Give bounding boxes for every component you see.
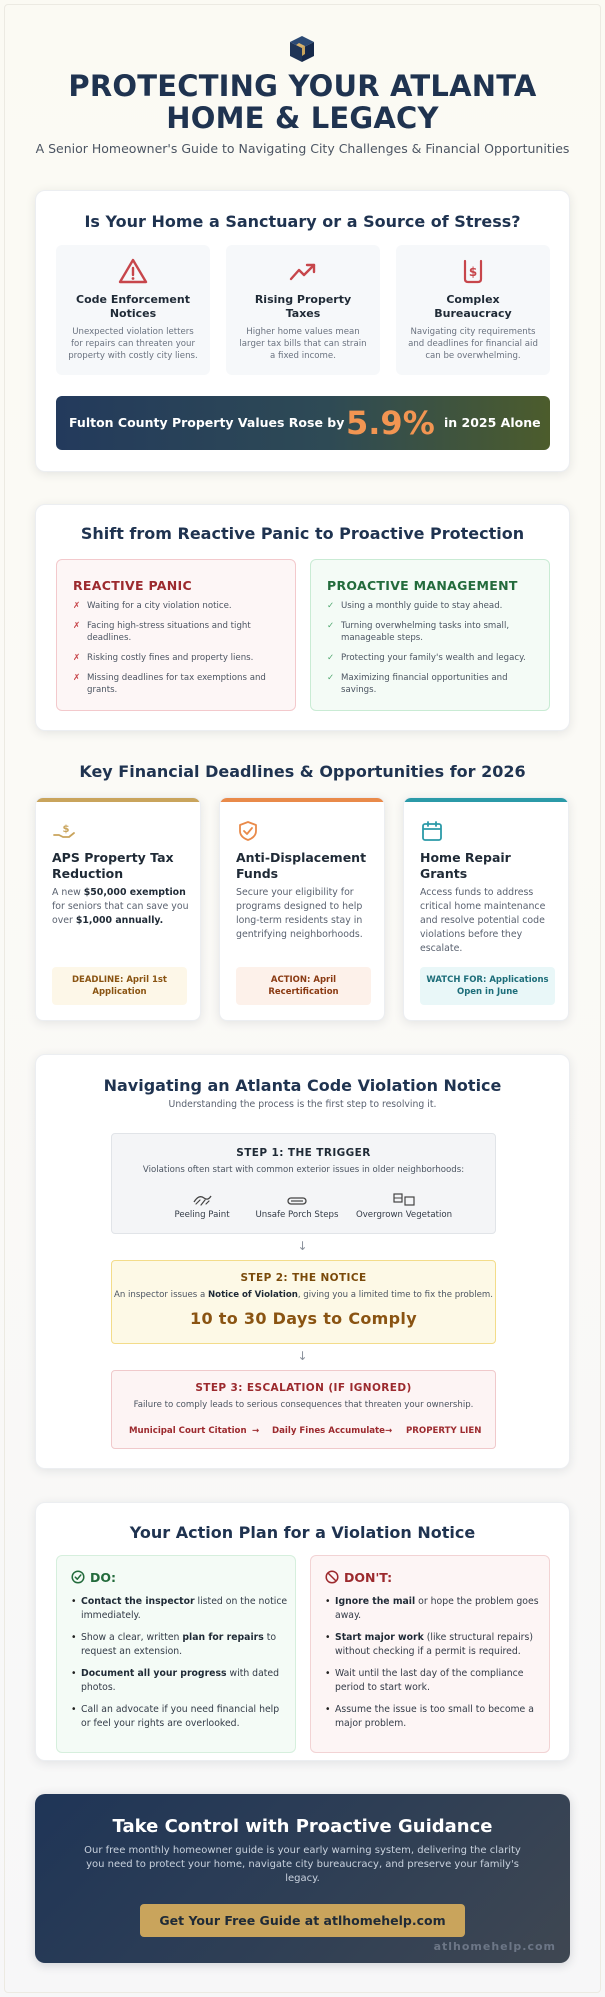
stress-item-text: Higher home values mean larger tax bills that can strain a fixed income. <box>239 327 367 361</box>
chain-item: Daily Fines Accumulate <box>272 1426 385 1436</box>
cube-icon <box>287 34 317 64</box>
trigger-item: Unsafe Porch Steps <box>247 1192 347 1220</box>
step-text: Violations often start with common exterior issues in older neighborhoods: <box>142 1165 465 1175</box>
proactive-list <box>327 600 537 704</box>
do-title: DO: <box>71 1570 116 1585</box>
list-item: • Call an advocate if you need financial help or feel your rights are overlooked. <box>69 1703 289 1731</box>
shield-check-icon <box>236 820 260 842</box>
stress-title: Is Your Home a Sanctuary or a Source of Stress? <box>84 212 521 231</box>
trigger-item: Overgrown Vegetation <box>344 1192 464 1220</box>
down-arrow-icon: ↓ <box>297 1349 308 1363</box>
x-mark-icon: ✗ <box>73 601 81 611</box>
comply-days: 10 to 30 Days to Comply <box>190 1309 417 1328</box>
check-mark-icon: ✓ <box>327 673 335 683</box>
check-circle-icon <box>71 1570 85 1584</box>
stress-item-bureaucracy <box>396 245 550 375</box>
svg-text:$: $ <box>62 824 70 835</box>
dont-list <box>323 1595 543 1739</box>
card-title: Home Repair Grants <box>420 850 511 881</box>
watch-tag: WATCH FOR: Applications Open in June <box>420 967 555 1005</box>
deadline-card-aps <box>35 797 201 1021</box>
title-line-2: HOME & LEGACY <box>166 101 439 135</box>
banner-text-left: Fulton County Property Values Rose by <box>69 415 345 430</box>
card-text: Secure your eligibility for programs designed to help long-term residents stay in gentrifying neighborhoods. <box>236 887 363 940</box>
step-title: STEP 2: THE NOTICE <box>240 1272 367 1284</box>
cta-section <box>35 1794 570 1963</box>
list-item: ✓ Turning overwhelming tasks into small, manageable steps. <box>327 621 510 643</box>
list-item: • Ignore the mail or hope the problem goes away. <box>323 1595 543 1623</box>
reactive-list <box>73 600 283 704</box>
do-box <box>56 1555 296 1753</box>
reactive-title: REACTIVE PANIC <box>73 578 192 593</box>
check-mark-icon: ✓ <box>327 601 335 611</box>
list-item: ✓ Maximizing financial opportunities and savings. <box>327 673 508 695</box>
stress-item-property-taxes <box>226 245 380 375</box>
violation-title: Navigating an Atlanta Code Violation Notice <box>103 1076 502 1095</box>
stress-item-text: Unexpected violation letters for repairs can threaten your property with costly city liens. <box>68 327 198 361</box>
deadline-card-home-repair <box>403 797 569 1021</box>
money-document-icon <box>458 257 488 285</box>
list-item: ✗ Missing deadlines for tax exemptions and grants. <box>73 673 266 695</box>
card-title: Anti-Displacement Funds <box>236 850 367 881</box>
list-item: • Show a clear, written plan for repairs to request an extension. <box>69 1631 289 1659</box>
warning-icon <box>118 257 148 285</box>
list-item: ✓ Protecting your family's wealth and legacy. <box>327 653 526 663</box>
list-item: • Assume the issue is too small to become a major problem. <box>323 1703 543 1731</box>
right-arrow-icon: → <box>252 1426 260 1436</box>
step-notice <box>111 1260 496 1344</box>
shift-title: Shift from Reactive Panic to Proactive Protection <box>80 524 525 543</box>
calendar-icon <box>420 820 444 842</box>
list-item: ✗ Facing high-stress situations and tight deadlines. <box>73 621 251 643</box>
action-tag: ACTION: April Recertification <box>236 967 371 1005</box>
svg-text:$: $ <box>468 265 478 279</box>
list-item: • Document all your progress with dated photos. <box>69 1667 289 1695</box>
step-text: An inspector issues a Notice of Violation, giving you a limited time to fix the problem. <box>113 1290 494 1300</box>
banner-value: 5.9% <box>346 404 435 442</box>
stress-item-title: Rising Property Taxes <box>254 293 352 320</box>
check-mark-icon: ✓ <box>327 621 335 631</box>
vegetation-icon <box>393 1192 415 1207</box>
chain-item: Municipal Court Citation <box>129 1426 247 1436</box>
list-item: • Wait until the last day of the compliance period to start work. <box>323 1667 543 1695</box>
page-subtitle: A Senior Homeowner's Guide to Navigating City Challenges & Financial Opportunities <box>35 141 570 156</box>
card-accent-bar <box>404 798 568 802</box>
list-item: • Start major work (like structural repairs) without checking if a permit is required. <box>323 1631 543 1659</box>
card-accent-bar <box>36 798 200 802</box>
stress-item-code-enforcement <box>56 245 210 375</box>
action-plan-title: Your Action Plan for a Violation Notice <box>129 1523 476 1542</box>
stress-item-text: Navigating city requirements and deadlines for financial aid can be overwhelming. <box>408 327 538 361</box>
step-text: Failure to comply leads to serious consequences that threaten your ownership. <box>133 1400 474 1410</box>
stress-section <box>35 190 570 472</box>
x-mark-icon: ✗ <box>73 673 81 683</box>
step-title: STEP 1: THE TRIGGER <box>236 1147 371 1159</box>
proactive-title: PROACTIVE MANAGEMENT <box>327 578 518 593</box>
list-item: ✓ Using a monthly guide to stay ahead. <box>327 601 503 611</box>
card-title: APS Property Tax Reduction <box>52 850 174 881</box>
do-list <box>69 1595 289 1739</box>
deadlines-title: Key Financial Deadlines & Opportunities for 2026 <box>79 762 526 781</box>
prohibited-icon <box>325 1570 339 1584</box>
step-escalation <box>111 1370 496 1449</box>
reactive-panic-box <box>56 559 296 711</box>
title-line-1: PROTECTING YOUR ATLANTA <box>68 69 537 103</box>
deadline-card-anti-displacement <box>219 797 385 1021</box>
get-free-guide-button[interactable]: Get Your Free Guide at atlhomehelp.com <box>140 1904 465 1937</box>
right-arrow-icon: → <box>385 1426 393 1436</box>
violation-section <box>35 1054 570 1469</box>
down-arrow-icon: ↓ <box>297 1239 308 1253</box>
dont-box <box>310 1555 550 1753</box>
cta-url: atlhomehelp.com <box>433 1940 556 1953</box>
x-mark-icon: ✗ <box>73 653 81 663</box>
x-mark-icon: ✗ <box>73 621 81 631</box>
hand-coin-icon <box>52 820 76 842</box>
card-text: Access funds to address critical home maintenance and resolve potential code violations before they escalate. <box>420 887 546 954</box>
cta-title: Take Control with Proactive Guidance <box>112 1816 493 1837</box>
dont-title: DON'T: <box>325 1570 392 1585</box>
stress-item-title: Code Enforcement Notices <box>76 293 190 320</box>
property-value-banner <box>56 396 550 450</box>
stress-item-title: Complex Bureaucracy <box>434 293 512 320</box>
cta-text: Our free monthly homeowner guide is your early warning system, delivering the clarity you need to protect your home, navigate city bureaucracy, and preserve your family's legacy. <box>84 1845 521 1884</box>
deadline-tag: DEADLINE: April 1st Application <box>52 967 187 1005</box>
page-title <box>0 70 605 134</box>
paint-roller-icon <box>191 1192 213 1207</box>
step-trigger <box>111 1133 496 1234</box>
card-accent-bar <box>220 798 384 802</box>
check-mark-icon: ✓ <box>327 653 335 663</box>
trend-up-icon <box>288 257 318 285</box>
violation-subtitle: Understanding the process is the first step to resolving it. <box>168 1099 437 1110</box>
list-item: • Contact the inspector listed on the notice immediately. <box>69 1595 289 1623</box>
card-text: A new $50,000 exemption for seniors that can save you over $1,000 annually. <box>52 887 189 926</box>
list-item: ✗ Waiting for a city violation notice. <box>73 601 232 611</box>
trigger-item: Peeling Paint <box>167 1192 237 1220</box>
shift-section <box>35 504 570 731</box>
proactive-management-box <box>310 559 550 711</box>
chain-item: PROPERTY LIEN <box>406 1426 482 1436</box>
stairs-icon <box>286 1192 308 1207</box>
banner-text-right: in 2025 Alone <box>444 415 541 430</box>
list-item: ✗ Risking costly fines and property liens. <box>73 653 254 663</box>
action-plan-section <box>35 1502 570 1761</box>
step-title: STEP 3: ESCALATION (IF IGNORED) <box>195 1382 412 1394</box>
